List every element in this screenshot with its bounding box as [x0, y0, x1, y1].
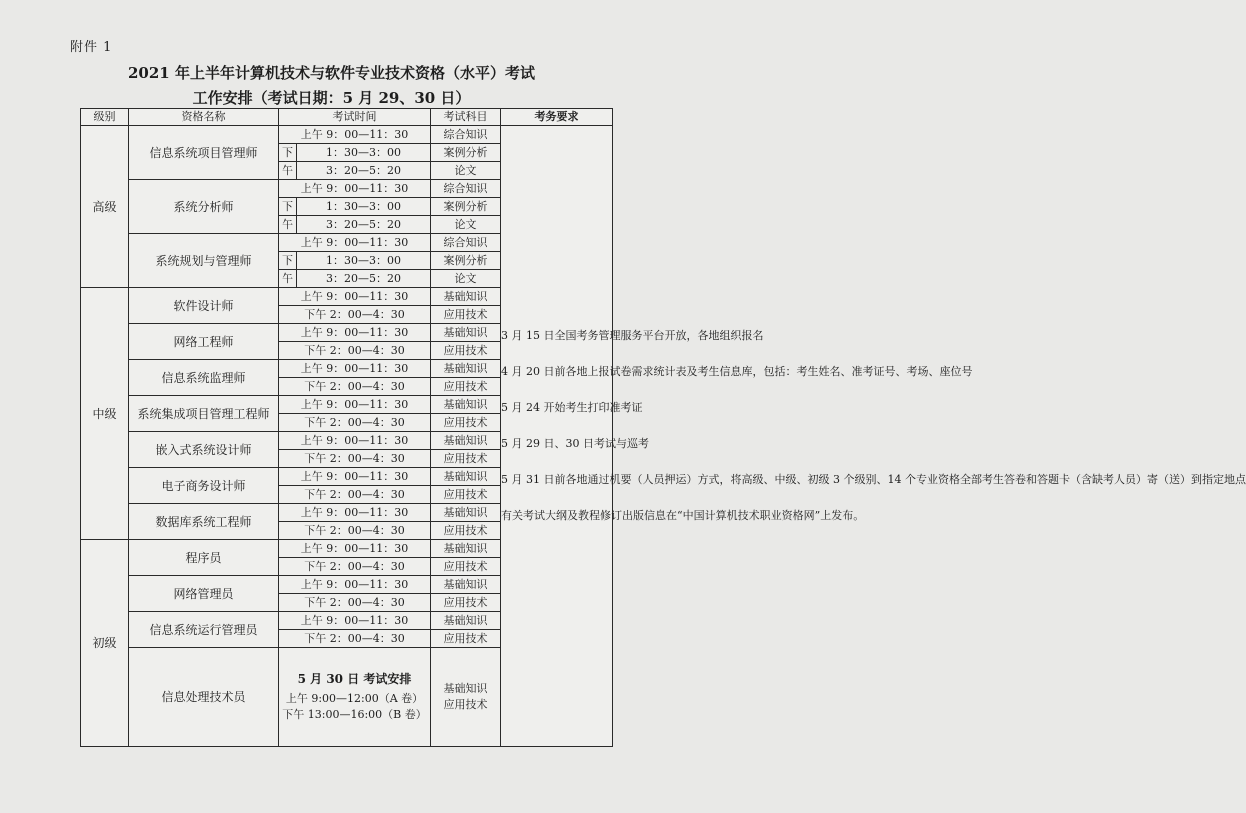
- exam-time-afternoon-1: 1：30—3：00: [297, 198, 431, 216]
- level-cell-high: 高级: [81, 126, 129, 288]
- qualification-name: 电子商务设计师: [129, 468, 279, 504]
- exam-time-morning: 上午 9：00—11：30: [279, 540, 431, 558]
- requirements-cell: [501, 126, 1246, 747]
- exam-time-morning: 上午 9：00—11：30: [279, 360, 431, 378]
- exam-time-afternoon: 下午 2：00—4：30: [279, 450, 431, 468]
- exam-subject: 案例分析: [431, 198, 501, 216]
- exam-subject: 基础知识: [431, 396, 501, 414]
- exam-time-afternoon: 下午 2：00—4：30: [279, 414, 431, 432]
- exam-time-afternoon: 下午 2：00—4：30: [279, 522, 431, 540]
- exam-time-afternoon: 下午 2：00—4：30: [279, 594, 431, 612]
- requirement-item: 有关考试大纲及教程修订出版信息在“中国计算机技术职业资格网”上发布。: [501, 509, 865, 522]
- header-level: 级别: [81, 109, 129, 126]
- document-subtitle: 工作安排（考试日期：5 月 29、30 日）: [192, 89, 471, 107]
- exam-subject: 基础知识: [431, 288, 501, 306]
- exam-time-morning: 上午 9：00—11：30: [279, 612, 431, 630]
- exam-time-morning: 上午 9：00—11：30: [279, 180, 431, 198]
- level-cell-junior: 初级: [81, 540, 129, 747]
- exam-time-morning: 上午 9：00—11：30: [279, 288, 431, 306]
- exam-subject: 应用技术: [431, 630, 501, 648]
- qualification-name: 网络工程师: [129, 324, 279, 360]
- exam-time-morning: 上午 9：00—11：30: [279, 126, 431, 144]
- exam-subject: 基础知识: [431, 504, 501, 522]
- afternoon-label-char: 下: [279, 198, 297, 216]
- exam-subject: 基础知识: [431, 576, 501, 594]
- exam-time-morning: 上午 9：00—11：30: [279, 576, 431, 594]
- qualification-name: 软件设计师: [129, 288, 279, 324]
- exam-subject: 应用技术: [431, 306, 501, 324]
- exam-subject: 应用技术: [431, 414, 501, 432]
- header-requirements: 考务要求: [501, 109, 613, 126]
- requirement-item: 3 月 15 日全国考务管理服务平台开放，各地组织报名: [501, 329, 764, 342]
- exam-schedule-table: [80, 108, 1246, 747]
- qualification-name: 信息处理技术员: [129, 648, 279, 747]
- requirement-item: 5 月 24 开始考生打印准考证: [501, 401, 643, 414]
- exam-time-morning: 上午 9：00—11：30: [279, 432, 431, 450]
- exam-subject: 基础知识: [443, 682, 488, 695]
- qualification-name: 程序员: [129, 540, 279, 576]
- table-header-row: [81, 109, 613, 126]
- afternoon-label-char: 午: [279, 216, 297, 234]
- qualification-name: 信息系统运行管理员: [129, 612, 279, 648]
- exam-time-afternoon: 下午 2：00—4：30: [279, 342, 431, 360]
- exam-time-morning: 上午 9：00—11：30: [279, 468, 431, 486]
- exam-time-special: [279, 648, 431, 747]
- exam-subject: 应用技术: [443, 698, 488, 711]
- exam-subject: 应用技术: [431, 342, 501, 360]
- qualification-name: 系统集成项目管理工程师: [129, 396, 279, 432]
- exam-time-afternoon-2: 3：20—5：20: [297, 270, 431, 288]
- requirement-item: 5 月 29 日、30 日考试与巡考: [501, 437, 649, 450]
- header-exam-subject: 考试科目: [431, 109, 501, 126]
- exam-subject: 论文: [431, 216, 501, 234]
- exam-time-morning: 上午 9：00—11：30: [279, 324, 431, 342]
- exam-time-afternoon: 下午 2：00—4：30: [279, 306, 431, 324]
- attachment-label: 附件 1: [70, 40, 113, 55]
- qualification-name: 系统规划与管理师: [129, 234, 279, 288]
- afternoon-label-char: 午: [279, 270, 297, 288]
- qualification-name: 信息系统项目管理师: [129, 126, 279, 180]
- exam-subject: 案例分析: [431, 252, 501, 270]
- qualification-name: 系统分析师: [129, 180, 279, 234]
- document-title: 2021 年上半年计算机技术与软件专业技术资格（水平）考试: [128, 64, 535, 82]
- requirement-item: 5 月 31 日前各地通过机要（人员押运）方式，将高级、中级、初级 3 个级别、14 个专业资格全部考生答卷和答题卡（含缺考人员）寄（送）到指定地点: [501, 473, 1246, 486]
- exam-time-morning: 上午 9：00—11：30: [279, 504, 431, 522]
- special-time-line-a: 上午 9:00—12:00（A 卷）: [285, 692, 424, 705]
- exam-time-morning: 上午 9：00—11：30: [279, 234, 431, 252]
- exam-time-afternoon: 下午 2：00—4：30: [279, 378, 431, 396]
- qualification-name: 信息系统监理师: [129, 360, 279, 396]
- special-date-heading: 5 月 30 日 考试安排: [297, 672, 412, 686]
- qualification-name: 嵌入式系统设计师: [129, 432, 279, 468]
- exam-subject-special: [431, 648, 501, 747]
- exam-subject: 基础知识: [431, 540, 501, 558]
- exam-subject: 应用技术: [431, 594, 501, 612]
- exam-time-afternoon-1: 1：30—3：00: [297, 252, 431, 270]
- exam-subject: 基础知识: [431, 324, 501, 342]
- exam-subject: 论文: [431, 270, 501, 288]
- exam-subject: 案例分析: [431, 144, 501, 162]
- exam-subject: 综合知识: [431, 180, 501, 198]
- exam-subject: 应用技术: [431, 522, 501, 540]
- exam-subject: 基础知识: [431, 432, 501, 450]
- header-exam-time: 考试时间: [279, 109, 431, 126]
- exam-subject: 综合知识: [431, 126, 501, 144]
- exam-subject: 基础知识: [431, 468, 501, 486]
- exam-subject: 应用技术: [431, 378, 501, 396]
- afternoon-label-char: 午: [279, 162, 297, 180]
- afternoon-label-char: 下: [279, 144, 297, 162]
- requirement-item: 4 月 20 日前各地上报试卷需求统计表及考生信息库，包括：考生姓名、准考证号、考场、座位号: [501, 365, 973, 378]
- qualification-name: 网络管理员: [129, 576, 279, 612]
- exam-time-afternoon: 下午 2：00—4：30: [279, 486, 431, 504]
- header-qualification: 资格名称: [129, 109, 279, 126]
- exam-time-afternoon-2: 3：20—5：20: [297, 216, 431, 234]
- exam-time-morning: 上午 9：00—11：30: [279, 396, 431, 414]
- qualification-name: 数据库系统工程师: [129, 504, 279, 540]
- exam-subject: 应用技术: [431, 450, 501, 468]
- special-time-line-b: 下午 13:00—16:00（B 卷）: [282, 708, 427, 721]
- exam-time-afternoon: 下午 2：00—4：30: [279, 558, 431, 576]
- exam-time-afternoon-2: 3：20—5：20: [297, 162, 431, 180]
- table-row: [81, 126, 613, 144]
- exam-time-afternoon: 下午 2：00—4：30: [279, 630, 431, 648]
- exam-time-afternoon-1: 1：30—3：00: [297, 144, 431, 162]
- exam-subject: 基础知识: [431, 612, 501, 630]
- exam-subject: 综合知识: [431, 234, 501, 252]
- exam-subject: 基础知识: [431, 360, 501, 378]
- exam-subject: 应用技术: [431, 558, 501, 576]
- exam-subject: 论文: [431, 162, 501, 180]
- table-body: [81, 126, 1246, 747]
- exam-subject: 应用技术: [431, 486, 501, 504]
- level-cell-mid: 中级: [81, 288, 129, 540]
- afternoon-label-char: 下: [279, 252, 297, 270]
